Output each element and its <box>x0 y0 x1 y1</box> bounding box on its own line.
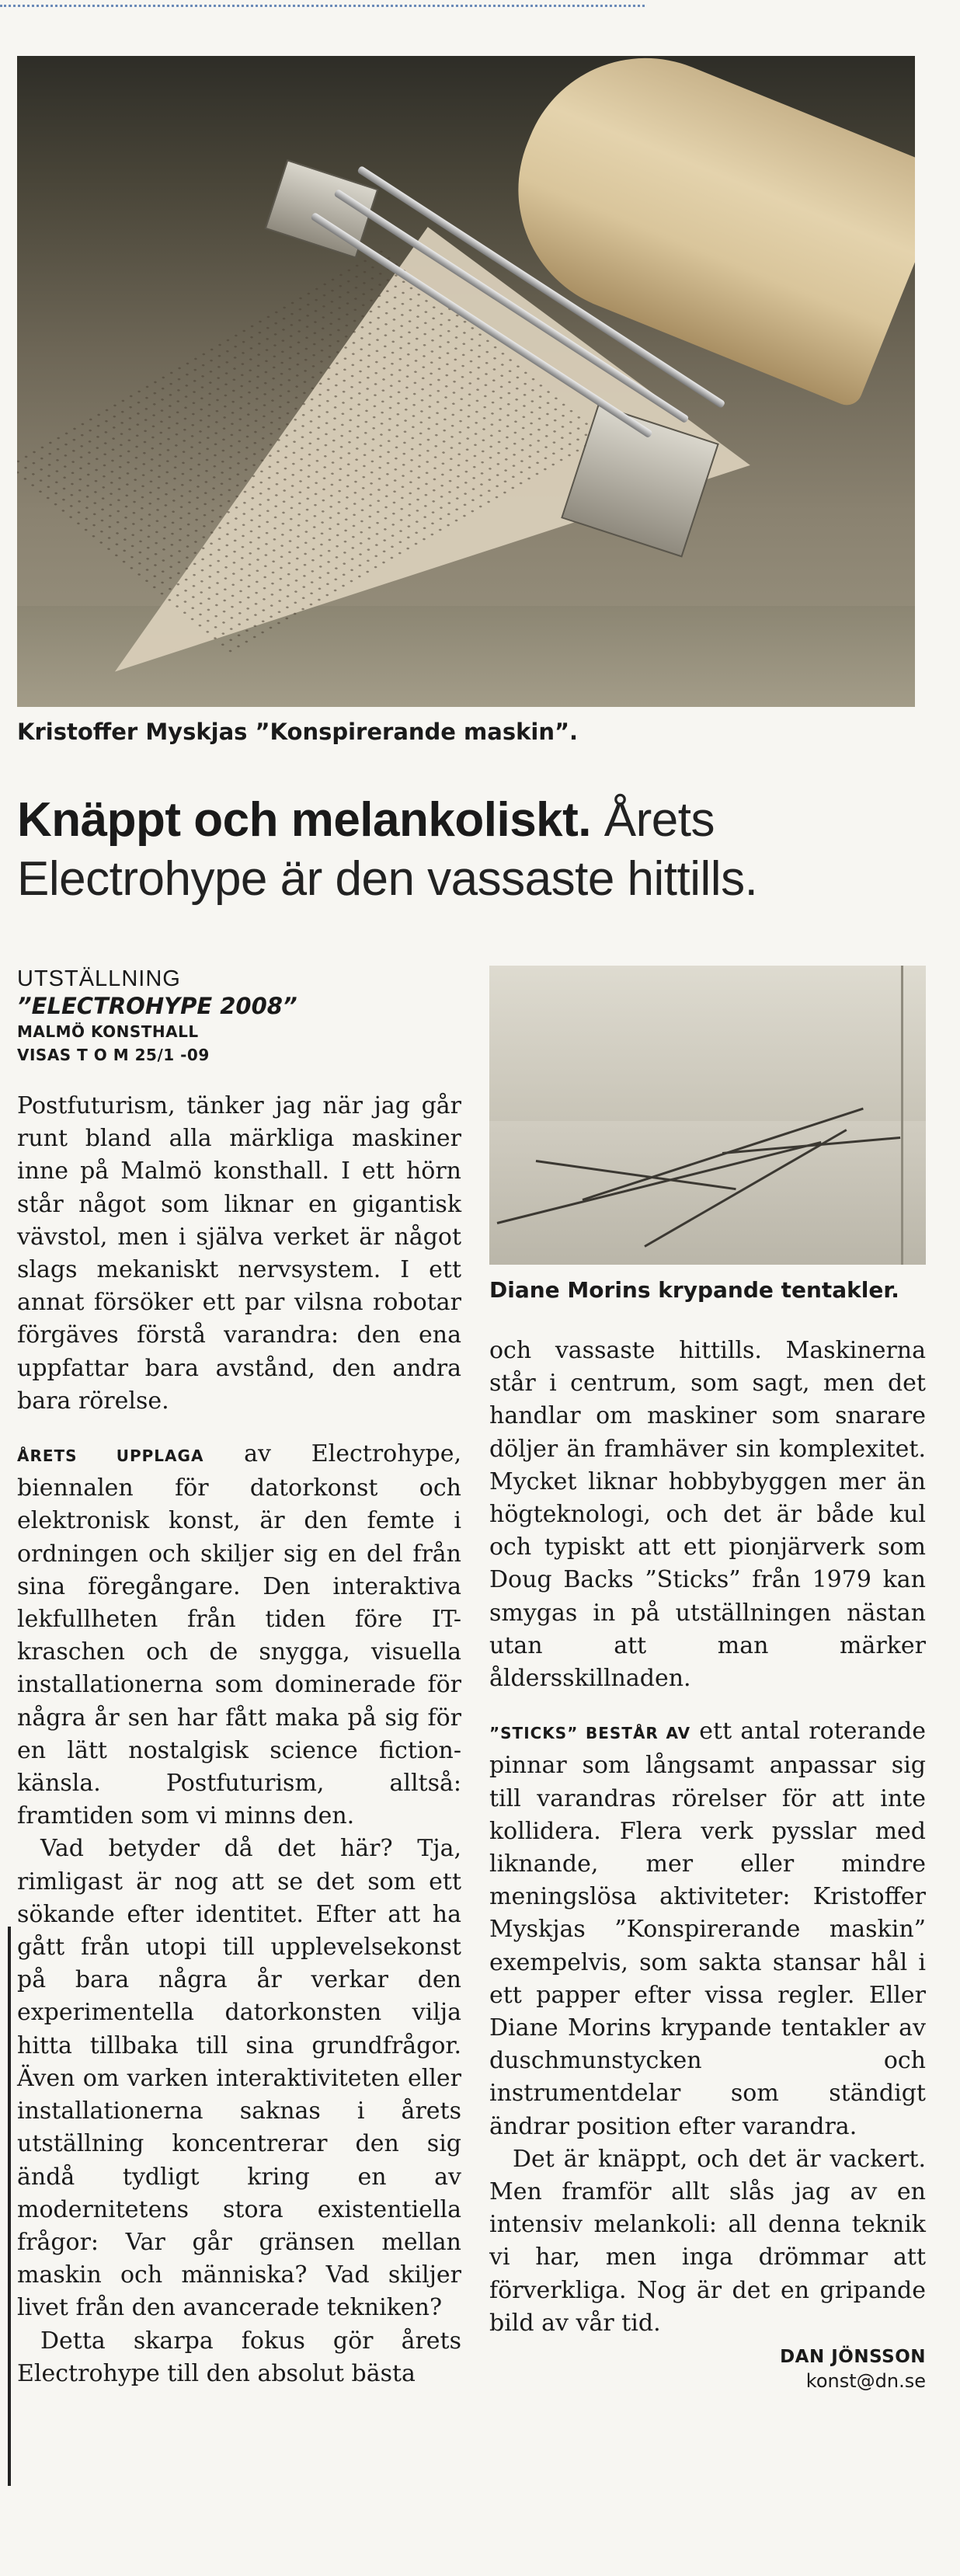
paragraph-text: ett antal roterande pinnar som långsamt anpassar sig till varandras rörelser för att inte kollidera. Flera verk pysslar med liknande, mer eller mindre meningslösa aktiviteter: Kristoffer Myskjas ”Konspirerande maskin” exempelvis, som sakta stansar hål i ett papper efter vissa regler. Eller Diane Morins krypande tentakler av duschmunstycken och instrumentdelar som ständigt ändrar position efter varandra. <box>489 1718 927 2140</box>
author-name: DAN JÖNSSON <box>780 2347 926 2368</box>
paragraph: Postfuturism, tänker jag när jag går runt bland alla märkliga maskiner inne på Malmö konsthall. I ett hörn står något som liknar en gigantisk vävstol, men i själva verket är något slags mekaniskt nervsystem. I ett annat försöker ett par vilsna robotar förgäves förstå varandra: den ena uppfattar bara avstånd, den andra bara rörelse. <box>17 1092 461 1415</box>
left-column <box>17 966 461 2390</box>
tentacles-photo <box>489 966 926 1265</box>
headline-line2: Electrohype är den vassaste hittills. <box>17 852 758 906</box>
exhibition-dates: VISAS T O M 25/1 -09 <box>17 1046 210 1064</box>
wall-corner <box>901 966 903 1265</box>
paragraph <box>17 1438 461 1833</box>
headline-bold: Knäppt och melankoliskt. <box>17 793 592 847</box>
tentacle-wire <box>536 1160 736 1190</box>
paragraph: Det är knäppt, och det är vackert. Men framför allt slås jag av en intensiv melankoli: all denna teknik vi har, men inga drömmar att förverkliga. Nog är det en gripande bild av vår tid. <box>489 2145 926 2337</box>
right-column <box>489 966 926 2393</box>
byline <box>489 2345 926 2393</box>
paragraph: Vad betyder då det här? Tja, rimligast är nog att se det som ett sökande efter identitet. Efter att ha gått från utopi till upplevelsekonst på bara några år verkar den experimentella datorkonsten vilja hitta tillbaka till sina grundfrågor. Även om varken interaktiviteten eller installationerna saknas i årets utställning koncentrerar den sig ändå tydligt kring en av modernitetens stora existentiella frågor: Var går gränsen mellan maskin och människa? Vad skiljer livet från den avancerade tekniken? <box>17 1835 461 2322</box>
scan-edge-rule <box>8 1927 11 2486</box>
photo-caption: Diane Morins krypande tentakler. <box>489 1277 899 1303</box>
paragraph-lead: ”STICKS” BESTÅR AV <box>489 1724 691 1743</box>
author-email: konst@dn.se <box>805 2370 926 2393</box>
paragraph: Detta skarpa fokus gör årets Electrohype till den absolut bästa <box>17 2327 461 2387</box>
exhibition-venue: MALMÖ KONSTHALL <box>17 1022 199 1041</box>
machine-photo <box>17 56 915 707</box>
headline-rest: Årets <box>603 793 715 847</box>
exhibition-title: ”ELECTROHYPE 2008” <box>17 993 297 1019</box>
photo-wall <box>489 966 926 1121</box>
clipping-edge-dots <box>0 5 645 7</box>
tentacle-wire <box>497 1141 822 1224</box>
paragraph-text: av Electrohype, biennalen för datorkonst och elektronisk konst, är den femte i ordningen och skiljer sig en del från sina föregångare. Den interaktiva lekfullheten från tiden före IT-kraschen och de snygga, visuella installationerna som dominerade för några år sen har fått maka på sig för en lätt nostalgisk science fiction-känsla. Postfuturism, alltså: framtiden som vi minns den. <box>17 1440 461 1830</box>
section-kicker: UTSTÄLLNING <box>17 966 181 991</box>
paragraph-lead: ÅRETS UPPLAGA <box>17 1446 204 1466</box>
photo-caption: Kristoffer Myskjas ”Konspirerande maskin”. <box>17 719 579 745</box>
article-headline <box>17 791 941 909</box>
paragraph: och vassaste hittills. Maskinerna står i centrum, som sagt, men det handlar om maskiner som snarare döljer än framhäver sin komplexitet. Mycket liknar hobbybyggen mer än högteknologi, och det är både kul och typiskt att ett pionjärverk som Doug Backs ”Sticks” från 1979 kan smygas in på utställningen nästan utan att man märker åldersskillnaden. <box>489 1337 926 1693</box>
paragraph <box>489 1715 926 2143</box>
